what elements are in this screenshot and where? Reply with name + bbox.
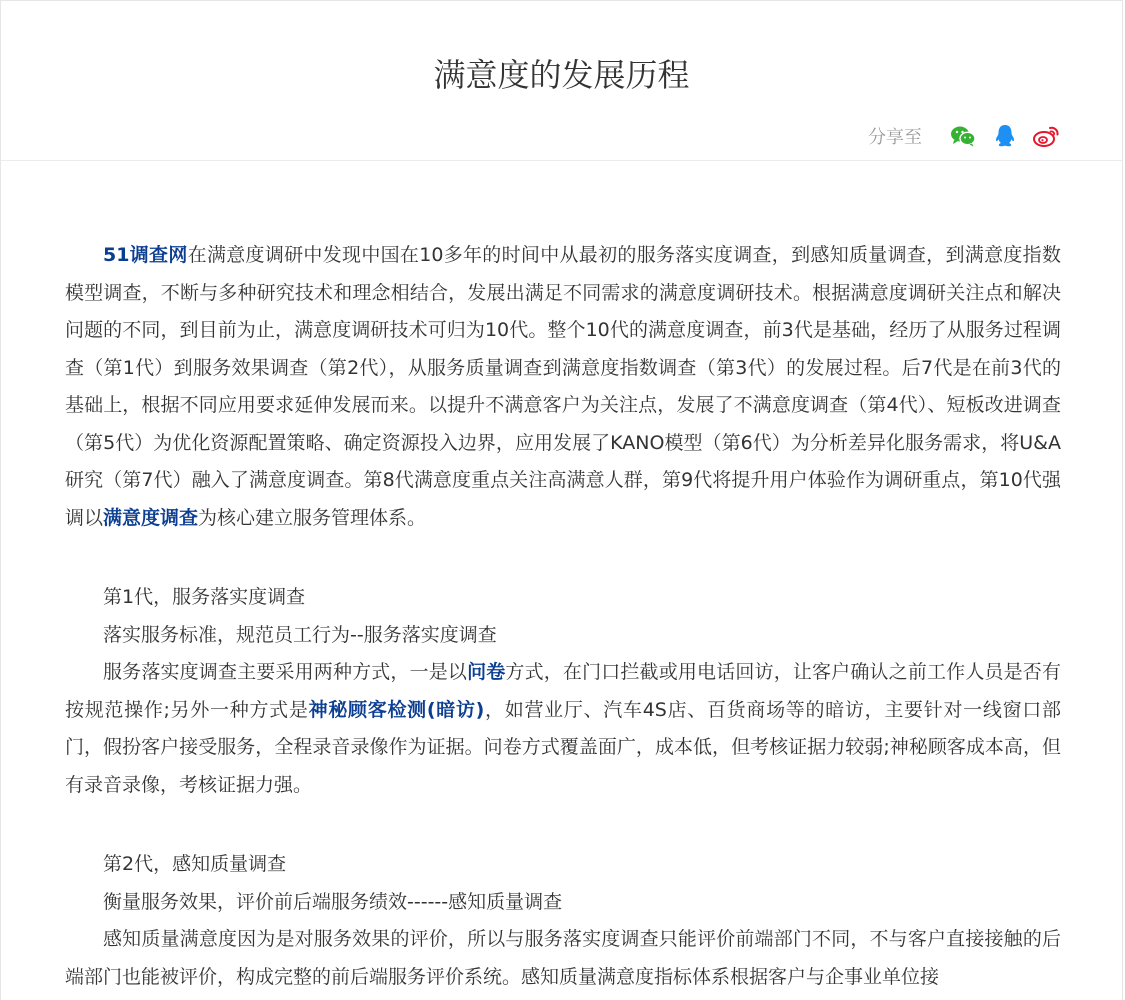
spacer [65, 804, 1061, 846]
gen1-heading: 第1代，服务落实度调查 [103, 586, 306, 608]
questionnaire-link[interactable]: 问卷 [467, 661, 506, 683]
gen2-heading: 第2代，感知质量调查 [103, 853, 287, 875]
wechat-icon [950, 125, 976, 147]
gen1-subheading: 落实服务标准，规范员工行为--服务落实度调查 [103, 623, 497, 646]
share-label: 分享至 [868, 127, 922, 148]
article-header [1, 1, 1122, 161]
article-title: 满意度的发展历程 [433, 56, 690, 94]
satisfaction-survey-link[interactable]: 满意度调查 [103, 506, 199, 529]
article-body [65, 237, 1061, 996]
qq-icon [994, 124, 1016, 148]
weibo-icon [1033, 124, 1061, 148]
mystery-shopper-link[interactable]: 神秘顾客检测(暗访) [308, 698, 485, 721]
wechat-share-button[interactable] [948, 121, 978, 151]
spacer [65, 537, 1061, 579]
intro-paragraph: 51调查网在满意度调研中发现中国在10多年的时间中从最初的服务落实度调查，到感知质量调查，到满意度指数模型调查，不断与多种研究技术和理念相结合，发展出满足不同需求的满意度调研技术。根据满意度调研关注点和解决问题的不同，到目前为止，满意度调研技术可归为10代。整个10代的满意度调查，前3代是基础，经历了从服务过程调查（第1代）到服务效果调查（第2代），从服务质量调查到满意度指数调查（第3代）的发展过程。后7代是在前3代的基础上，根据不同应用要求延伸发展而来。以提升不满意客户为关注点，发展了不满意度调查（第4代）、短板改进调查（第5代）为优化资源配置策略、确定资源投入边界，应用发展了KANO模型（第6代）为分析差异化服务需求，将U&A研究（第7代）融入了满意度调查。第8代满意度重点关注高满意人群，第9代将提升用户体验作为调研重点，第10代强调以满意度调查为核心建立服务管理体系。 [65, 244, 1061, 529]
gen2-subheading: 衡量服务效果，评价前后端服务绩效------感知质量调查 [103, 890, 563, 913]
gen2-paragraph: 感知质量满意度因为是对服务效果的评价，所以与服务落实度调查只能评价前端部门不同，不与客户直接接触的后端部门也能被评价，构成完整的前后端服务评价系统。感知质量满意度指标体系根据客户与企事业单位接 [65, 928, 1061, 988]
weibo-share-button[interactable] [1032, 121, 1062, 151]
site-link[interactable]: 51调查网 [103, 244, 188, 266]
share-bar [868, 121, 1062, 151]
qq-share-button[interactable] [990, 121, 1020, 151]
gen1-paragraph: 服务落实度调查主要采用两种方式，一是以问卷方式，在门口拦截或用电话回访，让客户确认之前工作人员是否有按规范操作;另外一种方式是神秘顾客检测(暗访)，如营业厅、汽车4S店、百货商场等的暗访，主要针对一线窗口部门，假扮客户接受服务，全程录音录像作为证据。问卷方式覆盖面广，成本低，但考核证据力较弱;神秘顾客成本高，但有录音录像，考核证据力强。 [65, 661, 1062, 796]
